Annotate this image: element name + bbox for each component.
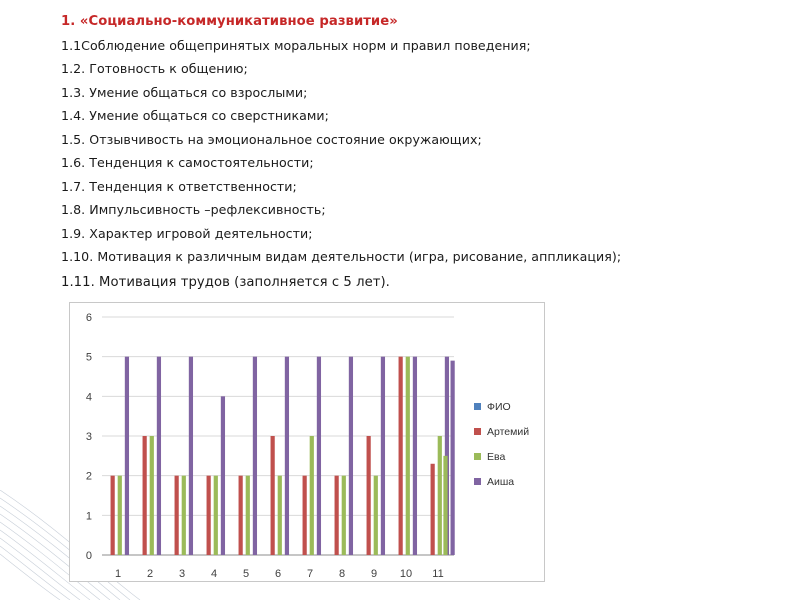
bar-Ева bbox=[342, 476, 346, 555]
bar-Артемий bbox=[303, 476, 307, 555]
list-item bbox=[40, 269, 621, 297]
legend-swatch bbox=[474, 403, 481, 410]
y-tick-label: 0 bbox=[85, 550, 92, 562]
legend-label: Аиша bbox=[487, 476, 515, 488]
bar-Артемий bbox=[367, 436, 371, 555]
list-item bbox=[40, 245, 621, 269]
bar-Ева bbox=[150, 436, 154, 555]
list-item-text: 1.8. Импульсивность –рефлексивность; bbox=[61, 202, 326, 217]
x-tick-label: 2 bbox=[146, 568, 154, 580]
x-tick-label: 11 bbox=[432, 568, 444, 580]
x-tick-label: 5 bbox=[242, 568, 250, 580]
list-item bbox=[40, 57, 621, 81]
bar-Ева bbox=[118, 476, 122, 555]
legend-label: Артемий bbox=[487, 426, 530, 438]
criteria-list bbox=[40, 10, 621, 297]
bar-Артемий bbox=[111, 476, 115, 555]
list-item-text: 1. «Социально-коммуникативное развитие» bbox=[61, 14, 398, 29]
x-tick-label: 3 bbox=[178, 568, 186, 580]
x-tick-label: 7 bbox=[306, 568, 314, 580]
bar-Ева bbox=[438, 436, 442, 555]
list-item bbox=[40, 128, 621, 152]
list-item-text: 1.9. Характер игровой деятельности; bbox=[61, 225, 313, 241]
x-tick-label: 8 bbox=[338, 568, 346, 580]
bar-Аиша bbox=[381, 357, 385, 555]
y-tick-label: 6 bbox=[85, 312, 92, 324]
x-tick-label: 9 bbox=[370, 568, 378, 580]
x-tick-label: 10 bbox=[399, 568, 413, 580]
bar-Аиша bbox=[253, 357, 257, 555]
list-item bbox=[40, 10, 621, 34]
bar-Аиша bbox=[317, 357, 321, 555]
list-item-text: 1.5. Отзывчивость на эмоциональное состояние окружающих; bbox=[61, 131, 482, 147]
list-item bbox=[40, 34, 621, 58]
list-item bbox=[40, 151, 621, 175]
list-item-text: 1.3. Умение общаться со взрослыми; bbox=[61, 84, 308, 100]
list-item-text: 1.4. Умение общаться со сверстниками; bbox=[61, 108, 329, 123]
list-item-text: 1.2. Готовность к общению; bbox=[61, 61, 248, 76]
bar-Артемий bbox=[399, 357, 403, 555]
bar-Ева bbox=[214, 476, 218, 555]
bar-Артемий bbox=[175, 476, 179, 555]
bar-Аиша bbox=[349, 357, 353, 555]
bar-Ева bbox=[278, 476, 282, 555]
list-item bbox=[40, 81, 621, 105]
bar-Артемий bbox=[335, 476, 339, 555]
bar-Артемий bbox=[207, 476, 211, 555]
list-item bbox=[40, 222, 621, 246]
x-tick-label: 4 bbox=[210, 568, 218, 580]
y-tick-label: 4 bbox=[85, 391, 92, 404]
bar-Ева bbox=[246, 476, 250, 555]
bar-Аиша bbox=[413, 357, 417, 555]
legend-label: ФИО bbox=[487, 401, 511, 413]
bar-Артемий bbox=[271, 436, 275, 555]
bar-Аиша bbox=[451, 361, 455, 555]
bar-chart bbox=[69, 302, 545, 582]
x-tick-label: 6 bbox=[274, 568, 282, 580]
y-tick-label: 1 bbox=[85, 510, 92, 523]
list-item-text: 1.10. Мотивация к различным видам деятельности (игра, рисование, аппликация); bbox=[61, 249, 622, 264]
y-tick-label: 3 bbox=[85, 431, 92, 443]
list-item bbox=[40, 104, 621, 128]
y-tick-label: 2 bbox=[85, 470, 92, 483]
bar-Аиша bbox=[221, 396, 225, 555]
bar-Артемий bbox=[143, 436, 147, 555]
list-item-text: 1.11. Мотивация трудов (заполняется с 5 лет). bbox=[61, 274, 390, 290]
bar-Ева bbox=[406, 357, 410, 555]
bar-Аиша bbox=[125, 357, 129, 555]
bar-Аиша bbox=[189, 357, 193, 555]
y-tick-label: 5 bbox=[85, 351, 92, 364]
bar-Артемий bbox=[239, 476, 243, 555]
legend-swatch bbox=[474, 453, 481, 460]
bar-Аиша bbox=[285, 357, 289, 555]
legend-label: Ева bbox=[487, 451, 506, 463]
bar-Ева bbox=[310, 436, 314, 555]
bar-Артемий bbox=[431, 464, 435, 555]
legend-swatch bbox=[474, 428, 481, 435]
list-item bbox=[40, 198, 621, 222]
list-item-text: 1.7. Тенденция к ответственности; bbox=[61, 178, 297, 194]
legend-swatch bbox=[474, 478, 481, 485]
list-item-text: 1.6. Тенденция к самостоятельности; bbox=[61, 155, 314, 170]
bar-Ева bbox=[182, 476, 186, 555]
chart-canvas bbox=[70, 303, 546, 583]
list-item bbox=[40, 175, 621, 199]
list-item-text: 1.1Соблюдение общепринятых моральных норм и правил поведения; bbox=[61, 37, 531, 53]
x-tick-label: 1 bbox=[114, 568, 122, 580]
bar-Ева bbox=[374, 476, 378, 555]
bar-Аиша bbox=[157, 357, 161, 555]
bar-Ева bbox=[443, 456, 447, 555]
